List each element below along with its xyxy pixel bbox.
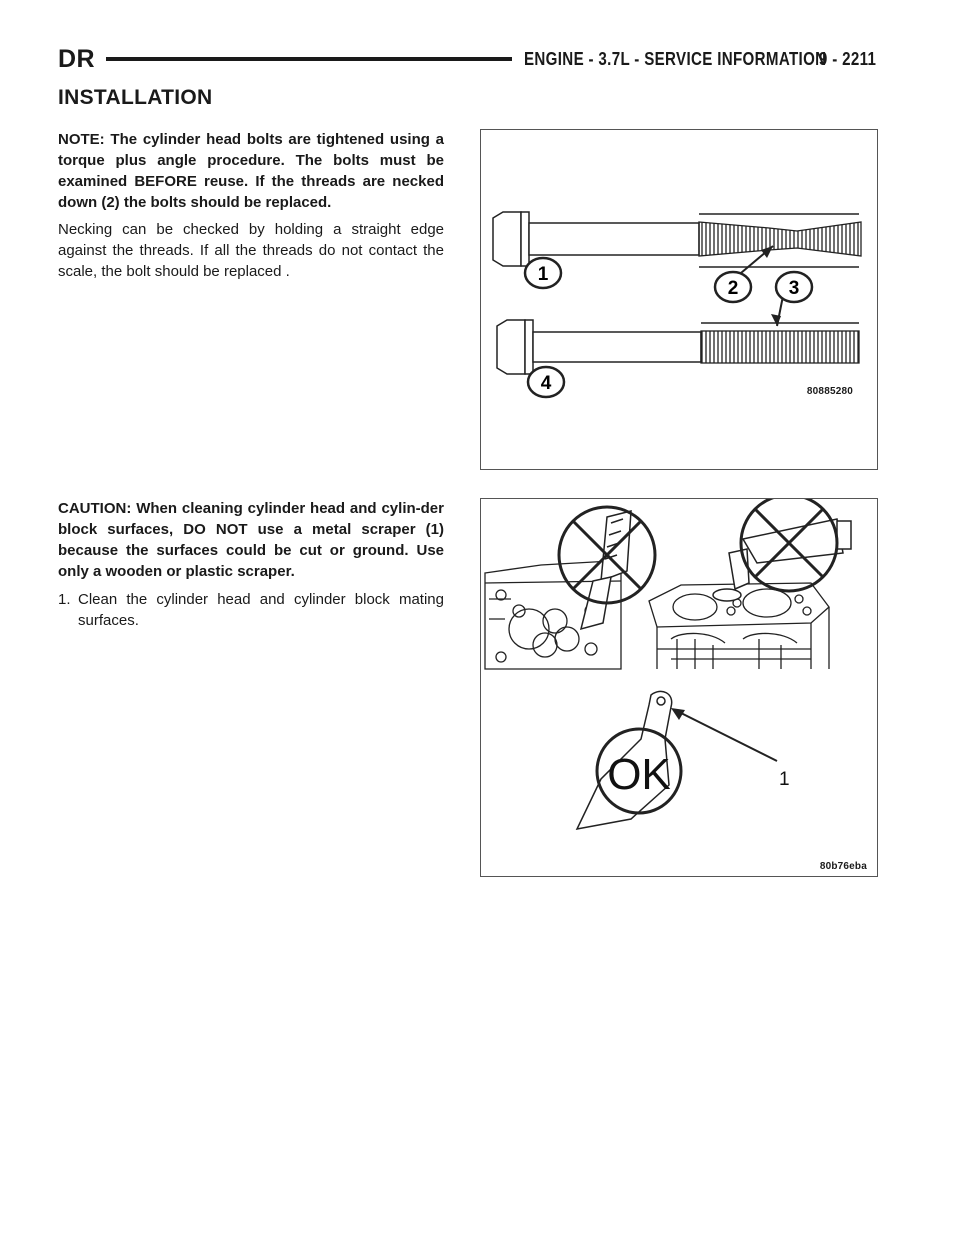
page-header — [58, 44, 876, 74]
header-title: ENGINE - 3.7L - SERVICE INFORMATION — [524, 49, 827, 69]
callout-1: 1 — [537, 264, 549, 285]
header-rule — [106, 57, 512, 61]
step-number: 1. — [58, 591, 71, 608]
figure-2-id: 80b76eba — [819, 861, 867, 872]
caution-text: CAUTION: When cleaning cylinder head and cylin-der block surfaces, DO NOT use a metal scraper (1) because the surfaces could be cut or ground. Use only a wooden or plastic scraper. — [58, 500, 444, 580]
step-list — [58, 589, 444, 631]
bolt-good — [497, 320, 859, 374]
body-paragraph — [58, 219, 444, 282]
scraper-illustration — [481, 499, 877, 876]
metal-scraper-right — [713, 519, 851, 601]
caution-block — [58, 498, 444, 582]
step-item — [58, 589, 444, 631]
figure-scraper — [480, 498, 878, 877]
figure-1-id: 80885280 — [806, 386, 853, 397]
header-section-code: DR — [58, 45, 96, 73]
figure-bolt-necking — [480, 129, 878, 470]
bolt-illustration — [481, 130, 877, 469]
note-block — [58, 129, 444, 213]
section-heading: INSTALLATION — [58, 86, 213, 109]
callout-3: 3 — [788, 278, 800, 299]
ok-label: OK — [607, 750, 671, 799]
note-text: NOTE: The cylinder head bolts are tightened using a torque plus angle procedure. The bolts must be examined BEFORE reuse. If the threads are necked down (2) the bolts should be replaced. — [58, 131, 444, 211]
step-list-block — [58, 589, 444, 631]
callout-4: 4 — [540, 373, 552, 394]
step-text: Clean the cylinder head and cylinder block mating surfaces. — [78, 591, 444, 629]
header-page-number: 9 - 2211 — [818, 49, 876, 69]
callout-2: 2 — [727, 278, 739, 299]
callout-1: 1 — [779, 769, 790, 790]
body-text: Necking can be checked by holding a straight edge against the threads. If all the threads do not contact the scale, the bolt should be replaced . — [58, 221, 444, 280]
